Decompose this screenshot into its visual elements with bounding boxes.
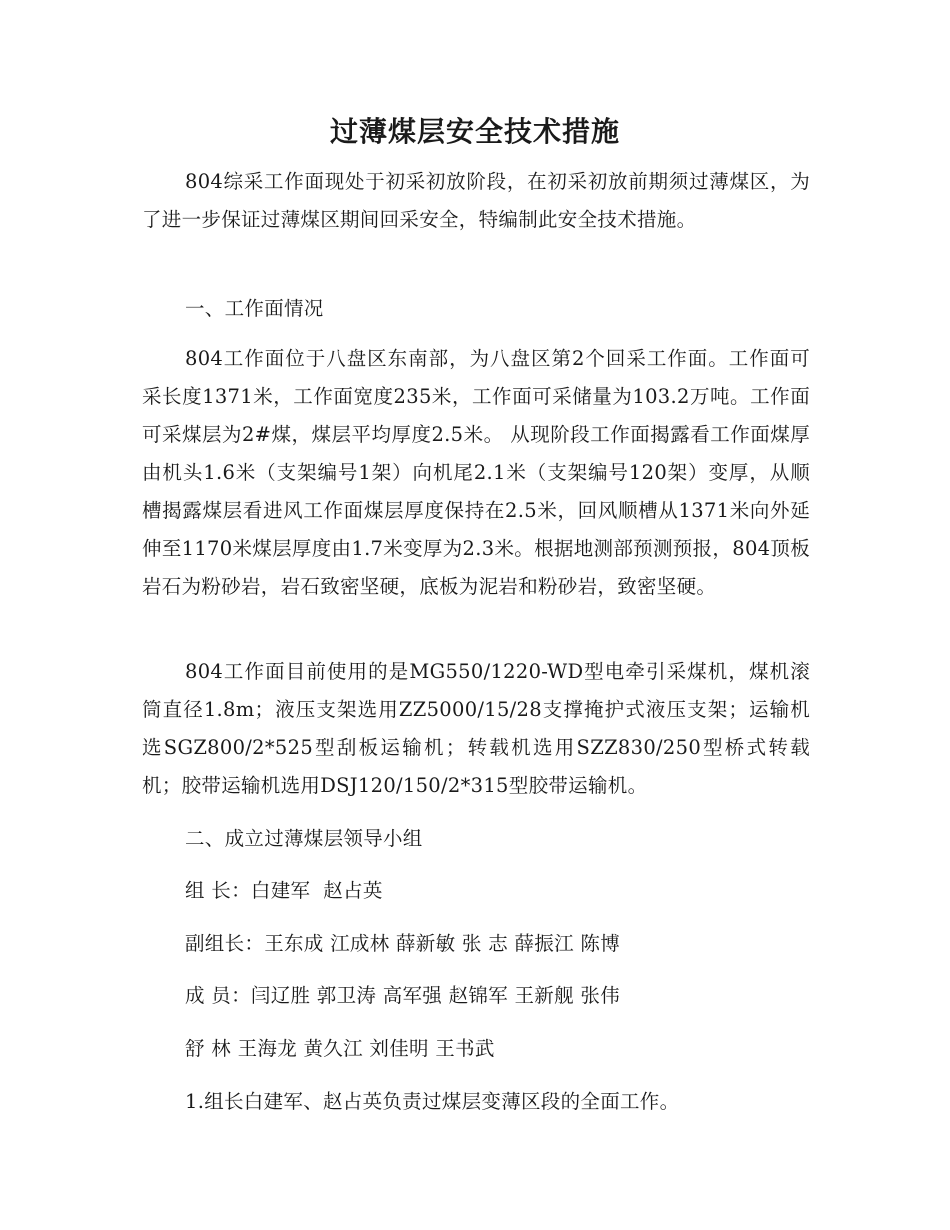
members-line: 成 员：闫辽胜 郭卫涛 高军强 赵锦军 王新舰 张伟 bbox=[185, 984, 620, 1007]
deputy-leader-line: 副组长：王东成 江成林 薛新敏 张 志 薛振江 陈博 bbox=[185, 932, 620, 955]
work-face-paragraph: 804工作面位于八盘区东南部，为八盘区第2个回采工作面。工作面可采长度1371米，工作面宽度235米，工作面可采储量为103.2万吨。工作面可采煤层为2#煤，煤层平均厚度2.5米。 从现阶段工作面揭露看工作面煤厚由机头1.6米（支架编号1架）向机尾2.1米（支架编号120架）变厚，从顺槽揭露煤层看进风工作面煤层厚度保持在2.5米，回风顺槽从1371米向外延伸至1170米煤层厚度由1.7米变厚为2.3米。根据地测部预测预报，804顶板岩石为粉砂岩，岩石致密坚硬，底板为泥岩和粉砂岩，致密坚硬。 bbox=[142, 347, 810, 598]
equipment-paragraph: 804工作面目前使用的是MG550/1220-WD型电牵引采煤机，煤机滚筒直径1.8m；液压支架选用ZZ5000/15/28支撑掩护式液压支架；运输机选SGZ800/2*525型刮板运输机；转载机选用SZZ830/250型桥式转载机；胶带运输机选用DSJ120/150/2*315型胶带运输机。 bbox=[142, 660, 810, 797]
section-heading-2: 二、成立过薄煤层领导小组 bbox=[185, 827, 423, 850]
section-heading-1: 一、工作面情况 bbox=[185, 297, 324, 320]
duty-item-1: 1.组长白建军、赵占英负责过煤层变薄区段的全面工作。 bbox=[185, 1090, 680, 1113]
document-title: 过薄煤层安全技术措施 bbox=[329, 115, 620, 148]
intro-paragraph: 804综采工作面现处于初采初放阶段，在初采初放前期须过薄煤区，为了进一步保证过薄煤区期间回采安全，特编制此安全技术措施。 bbox=[142, 170, 810, 231]
group-leader-line: 组 长：白建军 赵占英 bbox=[185, 879, 383, 902]
members-continued-line: 舒 林 王海龙 黄久江 刘佳明 王书武 bbox=[185, 1037, 495, 1060]
